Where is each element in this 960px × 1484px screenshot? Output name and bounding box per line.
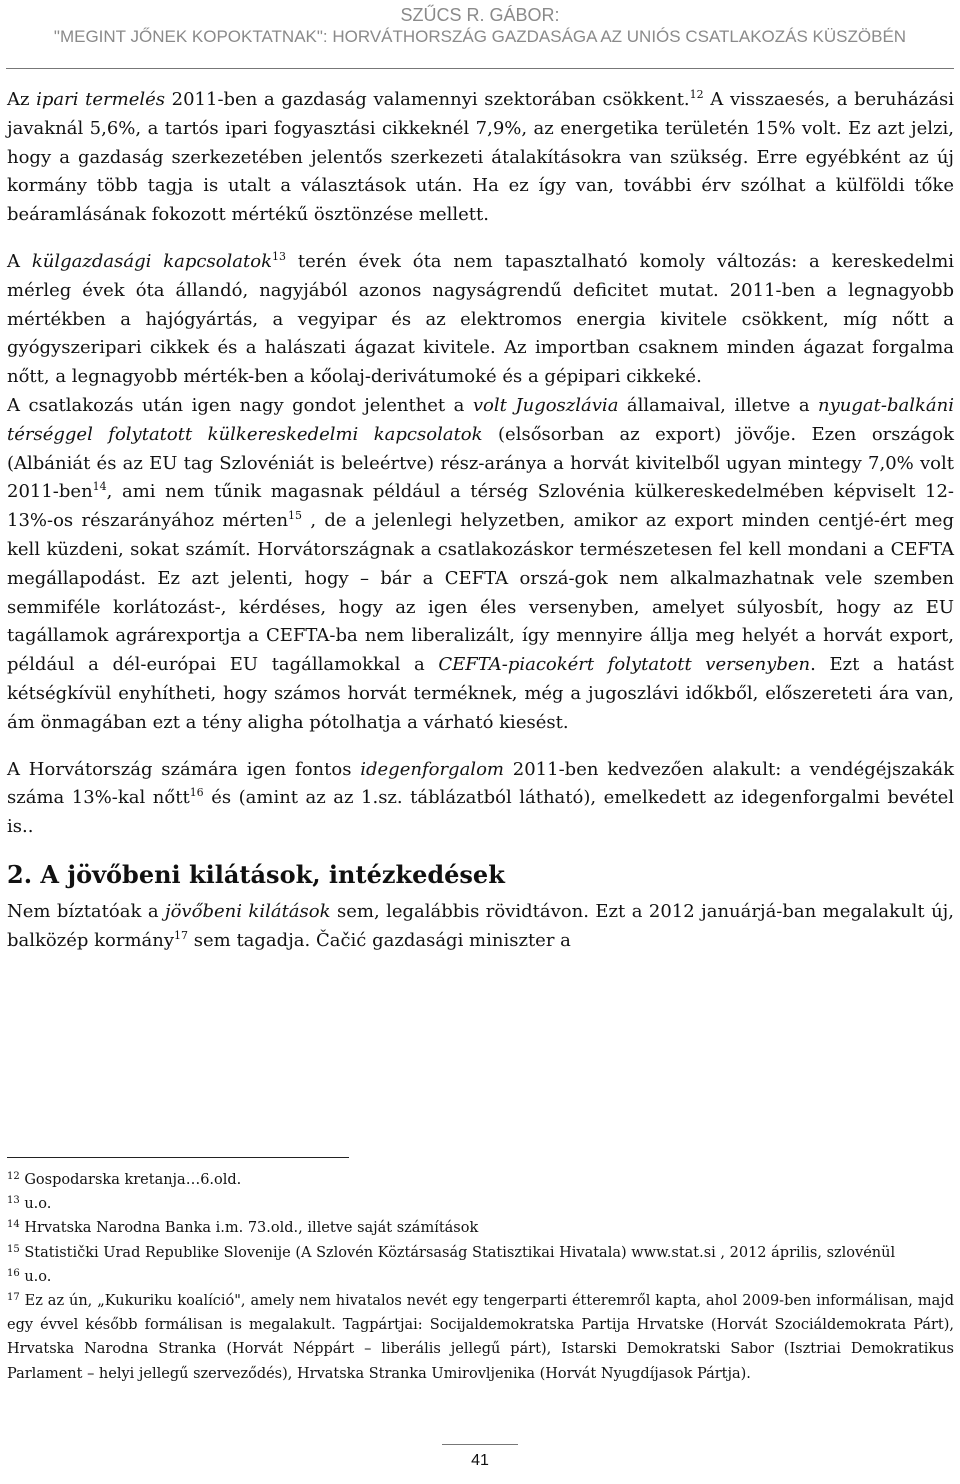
page-number-rule	[442, 1444, 518, 1445]
header-author: SZŰCS R. GÁBOR:	[400, 5, 560, 25]
footnote-number: 12	[7, 1171, 20, 1182]
emphasis-kulgazdasagi-kapcsolatok: külgazdasági kapcsolatok	[31, 250, 273, 272]
text-run: Nem bíztatóak a	[7, 900, 166, 922]
section-heading: 2. A jövőbeni kilátások, intézkedések	[7, 859, 505, 889]
footnote-16	[7, 1265, 954, 1289]
paragraph-tourism	[7, 756, 954, 842]
footnote-number: 14	[7, 1219, 20, 1231]
footnote-number: 13	[7, 1195, 20, 1207]
footnote-text: Hrvatska Narodna Banka i.m. 73.old., illetve saját számítások	[19, 1220, 479, 1237]
footnote-12	[7, 1168, 954, 1192]
emphasis-nyugat-balkani: nyugat-balkáni térséggel folytatott külkereskedelmi kapcsolatok	[7, 394, 954, 445]
footnote-15	[7, 1241, 954, 1265]
text-run: Az	[7, 89, 37, 110]
text-run: terén évek óta nem tapasztalható komoly változás: a kereskedelmi mérleg évek óta állandó, nagyjából azonos nagyságrendű deficitet mutat. 2011-ben a legnagyobb mértékben a hajógyártás, a vegyipar és az elektromos energia kivitele csökkent, míg nőtt a gyógyszeripari cikkek és a halászati ágazat kivitele. Az importban csaknem minden ágazat forgalma nőtt, a legnagyobb mérték-ben a kőolaj-derivátumoké és a gépipari cikkeké.	[7, 250, 955, 388]
text-run: A csatlakozás után igen nagy gondot jelenthet a	[7, 394, 473, 416]
emphasis-jovobeni-kilatasok: jövőbeni kilátások	[165, 900, 331, 922]
emphasis-ipari-termeles: ipari termelés	[36, 89, 165, 110]
footnote-ref-12[interactable]: 12	[689, 88, 704, 101]
text-run: , ami nem tűnik magasnak például a térség Szlovénia külkereskedelmében képviselt 12-13%-os részarányához mérten	[7, 481, 954, 532]
body-text	[7, 86, 954, 956]
text-run: , de a jelenlegi helyzetben, amikor az export minden centjé-ért meg kell küzdeni, sokat számít. Horvátországnak a csatlakozáskor természetesen fel kell mondani a CEFTA megállapodást. Ez azt jelenti, hogy – bár a CEFTA orszá-gok nem alkalmazhatnak vele szemben semmiféle korlátozást-, kérdéses, hogy az igen éles versenyben, amelyet súlyosbít, hogy az EU tagállamok agrárexportja a CEFTA-ba nem liberalizált, így mennyire állja meg helyét a horvát export, például a dél-európai EU tagállamokkal a	[7, 510, 954, 676]
footnote-number: 17	[7, 1292, 20, 1304]
page-number: 41	[471, 1452, 489, 1469]
text-run: államaival, illetve a	[618, 394, 819, 416]
paragraph-outlook	[7, 898, 954, 956]
paragraph-foreign-trade	[7, 248, 954, 392]
footnotes	[7, 1168, 954, 1386]
footnote-14	[7, 1216, 954, 1240]
footnote-ref-15[interactable]: 15	[288, 509, 303, 523]
footnote-ref-14[interactable]: 14	[92, 480, 107, 494]
text-run: A visszaesés, a beruházási javaknál 5,6%, a tartós ipari fogyasztási cikkeknél 7,9%, az energetika területén 15% volt. Ez azt jelzi, hogy a gazdaság szerkezetében jelentős szerkezeti átalakításokra van szükség. Erre egyébként az új kormány több tagja is utalt a választások után. Ha ez így van, további érv szólhat a külföldi tőke beáramlásának fokozott mértékű ösztönzése mellett.	[7, 89, 954, 226]
emphasis-cefta-piacokert: CEFTA-piacokért folytatott versenyben	[438, 654, 811, 676]
footnote-text: Statistički Urad Republike Slovenije (A Szlovén Köztársaság Statisztikai Hivatala) www.stat.si , 2012 április, szlovénül	[19, 1244, 896, 1261]
footnote-text: Gospodarska kretanja…6.old.	[19, 1172, 242, 1188]
footnote-number: 15	[7, 1243, 20, 1255]
emphasis-idegenforgalom: idegenforgalom	[360, 758, 504, 780]
footnote-text: u.o.	[19, 1268, 52, 1285]
running-header	[0, 4, 960, 48]
footnote-text: Ez az ún, „Kukuriku koalíció", amely nem hivatalos nevét egy tengerparti étteremről kapta, ahol 2009-ben informálisan, majd egy évvel később formálisan is megalakult. Tagpártjai: Socijaldemokratska Partija Hrvatske (Horvát Szociáldemokrata Párt), Hrvatska Narodna Stranka (Horvát Néppárt – liberális jellegű párt), Istarski Demokratski Sabor (Isztriai Demokratikus Parlament – helyi jellegű szerveződés), Hrvatska Stranka Umirovljenika (Horvát Nyugdíjasok Pártja).	[7, 1293, 954, 1382]
text-run: A Horvátország számára igen fontos	[7, 758, 361, 780]
footnote-ref-13[interactable]: 13	[272, 249, 287, 263]
paragraph-industrial-production	[7, 86, 954, 230]
text-run: . Ezt a hatást kétségkívül enyhítheti, hogy számos horvát terméknek, még a jugoszlávi időkből, előszereteti ára van, ám önmagában ezt a tény aligha pótolhatja a várható kiesést.	[7, 654, 955, 733]
header-rule	[6, 68, 954, 69]
text-run: sem tagadja. Čačić gazdasági miniszter a	[188, 929, 571, 951]
footnote-number: 16	[7, 1267, 20, 1279]
footnote-ref-16[interactable]: 16	[189, 786, 204, 800]
text-run: 2011-ben kedvezően alakult: a vendégéjszakák száma 13%-kal nőtt	[7, 758, 954, 809]
footnote-13	[7, 1192, 954, 1216]
footnote-ref-17[interactable]: 17	[174, 928, 189, 942]
emphasis-volt-jugoszlavia: volt Jugoszlávia	[472, 394, 619, 416]
footnote-17	[7, 1289, 954, 1386]
footnote-text: u.o.	[19, 1196, 52, 1213]
header-title: "MEGINT JŐNEK KOPOKTATNAK": HORVÁTHORSZÁG GAZDASÁGA AZ UNIÓS CSATLAKOZÁS KÜSZÖBÉN	[53, 27, 907, 46]
text-run: 2011-ben a gazdaság valamennyi szektorában csökkent.	[165, 89, 690, 110]
footnote-separator	[7, 1157, 349, 1158]
text-run: sem, legalábbis rövidtávon. Ezt a 2012 januárjá-ban megalakult új, balközép kormány	[7, 900, 954, 951]
text-run: (elsősorban az export) jövője. Ezen országok (Albániát és az EU tag Szlovéniát is beleértve) rész-aránya a horvát kivitelből ugyan mintegy 7,0% volt 2011-ben	[7, 423, 954, 503]
text-run: és (amint az az 1.sz. táblázatból látható), emelkedett az idegenforgalmi bevétel is..	[7, 787, 954, 838]
text-run: A	[7, 250, 32, 272]
paragraph-accession-trade	[7, 392, 954, 738]
